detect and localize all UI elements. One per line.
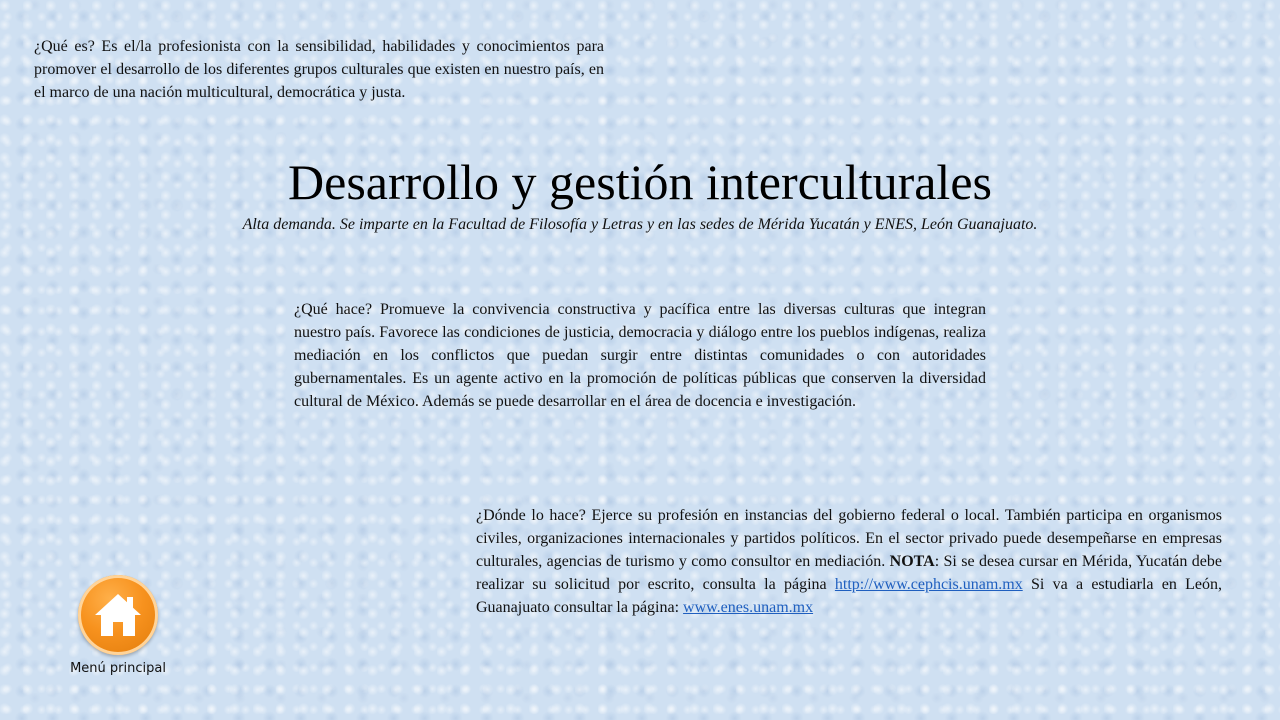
home-button[interactable] [78, 575, 158, 655]
page-title: Desarrollo y gestión interculturales [288, 154, 992, 210]
donde-text-3: Si va a estudiarla en León, Guanajuato consultar la página: [476, 576, 1223, 616]
page-subtitle: Alta demanda. Se imparte en la Facultad de Filosofía y Letras y en las sedes de Mérida Yucatán y ENES, León Guanajuato. [242, 216, 1038, 233]
donde-text-1: ¿Dónde lo hace? Ejerce su profesión en instancias del gobierno federal o local. También participa en organismos civiles, organizaciones internacionales y partidos políticos. En el sector privado puede desempeñarse en empresas culturales, agencias de turismo y como consultor en mediación. [476, 507, 1222, 570]
donde-text-2: : Si se desea cursar en Mérida, Yucatán debe realizar su solicitud por escrito, consulta la página [476, 553, 1222, 593]
nota-label: NOTA [889, 553, 935, 570]
home-nav [68, 575, 168, 676]
cephcis-link[interactable]: http://www.cephcis.unam.mx [834, 576, 1023, 593]
que-hace-paragraph: ¿Qué hace? Promueve la convivencia constructiva y pacífica entre las diversas culturas que integran nuestro país. Favorece las condiciones de justicia, democracia y diálogo entre los pueblos indígenas, realiza mediación en los conflictos que puedan surgir entre distintas comunidades o con autoridades gubernamentales. Es un agente activo en la promoción de políticas públicas que conserven la diversidad cultural de México. Además se puede desarrollar en el área de docencia e investigación. [294, 301, 986, 410]
donde-paragraph [476, 504, 1222, 619]
enes-link[interactable]: www.enes.unam.mx [683, 599, 814, 616]
home-icon [91, 588, 145, 642]
que-es-paragraph: ¿Qué es? Es el/la profesionista con la sensibilidad, habilidades y conocimientos para promover el desarrollo de los diferentes grupos culturales que existen en nuestro país, en el marco de una nación multicultural, democrática y justa. [34, 38, 604, 101]
home-label[interactable]: Menú principal [70, 661, 166, 676]
